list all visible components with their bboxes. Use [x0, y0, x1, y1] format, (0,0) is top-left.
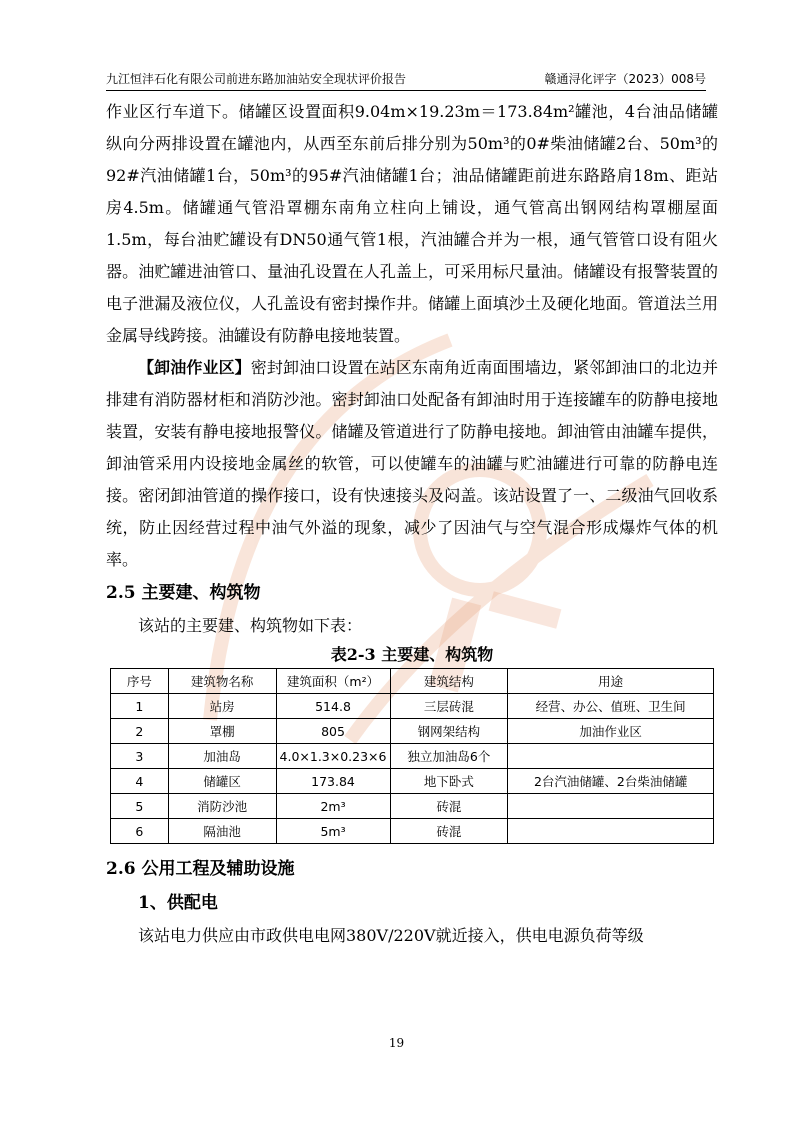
paragraph-unloading-area: [106, 352, 718, 576]
table-cell: 4: [111, 769, 169, 794]
table-cell: 独立加油岛6个: [390, 744, 508, 769]
table-cell: 1: [111, 694, 169, 719]
table-cell: [508, 744, 714, 769]
table-cell: 加油作业区: [508, 719, 714, 744]
unloading-area-text: 密封卸油口设置在站区东南角近南面围墙边，紧邻卸油口的北边并排建有消防器材柜和消防沙池。密封卸油口处配备有卸油时用于连接罐车的防静电接地装置，安装有静电接地报警仪。储罐及管道进行了防静电接地。卸油管由油罐车提供，卸油管采用内设接地金属丝的软管，可以使罐车的油罐与贮油罐进行可靠的防静电连接。密闭卸油管道的操作接口，设有快速接头及闷盖。该站设置了一、二级油气回收系统，防止因经营过程中油气外溢的现象，减少了因油气与空气混合形成爆炸气体的机率。: [106, 358, 718, 569]
table-cell: [508, 819, 714, 844]
table-row: [111, 694, 714, 719]
table-cell: 173.84: [276, 769, 390, 794]
table-header-row: [111, 669, 714, 694]
section-2-6-title: 2.6 公用工程及辅助设施: [106, 859, 295, 879]
table-cell: 三层砖混: [390, 694, 508, 719]
table-header-cell: 序号: [111, 669, 169, 694]
paragraph-power-supply: 该站电力供应由市政供电电网380V/220V就近接入，供电电源负荷等级: [138, 926, 644, 945]
page-content: [106, 96, 718, 952]
subsection-power-supply-title: 1、供配电: [138, 893, 218, 913]
section-2-5-intro: 该站的主要建、构筑物如下表：: [138, 616, 363, 635]
table-header-cell: 建筑物名称: [168, 669, 276, 694]
table-cell: 2m³: [276, 794, 390, 819]
table-cell: 消防沙池: [168, 794, 276, 819]
table-caption: 表2-3 主要建、构筑物: [330, 645, 494, 664]
table-cell: 经营、办公、值班、卫生间: [508, 694, 714, 719]
table-cell: 3: [111, 744, 169, 769]
table-cell: 5: [111, 794, 169, 819]
section-2-5-title: 2.5 主要建、构筑物: [106, 583, 261, 603]
unloading-area-label: 【卸油作业区】: [138, 358, 251, 377]
page-number: 19: [388, 1036, 405, 1050]
table-cell: 地下卧式: [390, 769, 508, 794]
table-cell: 2台汽油储罐、2台柴油储罐: [508, 769, 714, 794]
table-cell: 805: [276, 719, 390, 744]
table-cell: [508, 794, 714, 819]
table-row: [111, 794, 714, 819]
table-cell: 钢网架结构: [390, 719, 508, 744]
table-cell: 储罐区: [168, 769, 276, 794]
table-cell: 5m³: [276, 819, 390, 844]
table-header-cell: 建筑面积（m²）: [276, 669, 390, 694]
table-header-cell: 用途: [508, 669, 714, 694]
table-cell: 4.0×1.3×0.23×6: [276, 744, 390, 769]
table-cell: 砖混: [390, 794, 508, 819]
paragraph-tank-area: 作业区行车道下。储罐区设置面积9.04m×19.23m＝173.84m²罐池，4台油品储罐纵向分两排设置在罐池内，从西至东前后排分别为50m³的0#柴油储罐2台、50m³的92#汽油储罐1台，50m³的95#汽油储罐1台；油品储罐距前进东路路肩18m、距站房4.5m。储罐通气管沿罩棚东南角立柱向上铺设，通气管高出钢网结构罩棚屋面1.5m，每台油贮罐设有DN50通气管1根，汽油罐合并为一根，通气管管口设有阻火器。油贮罐进油管口、量油孔设置在人孔盖上，可采用标尺量油。储罐设有报警装置的电子泄漏及液位仪，人孔盖设有密封操作井。储罐上面填沙土及硬化地面。管道法兰用金属导线跨接。油罐设有防静电接地装置。: [106, 102, 718, 345]
table-row: [111, 744, 714, 769]
table-cell: 2: [111, 719, 169, 744]
table-row: [111, 769, 714, 794]
page-header: [106, 68, 706, 91]
table-header-cell: 建筑结构: [390, 669, 508, 694]
table-cell: 砖混: [390, 819, 508, 844]
buildings-table: [110, 668, 714, 844]
table-cell: 6: [111, 819, 169, 844]
table-cell: 罩棚: [168, 719, 276, 744]
table-cell: 加油岛: [168, 744, 276, 769]
header-report-title: 九江恒沣石化有限公司前进东路加油站安全现状评价报告: [106, 72, 407, 86]
header-report-number: 赣通浔化评字（2023）008号: [544, 72, 706, 86]
table-row: [111, 719, 714, 744]
table-cell: 514.8: [276, 694, 390, 719]
table-cell: 站房: [168, 694, 276, 719]
table-cell: 隔油池: [168, 819, 276, 844]
table-row: [111, 819, 714, 844]
